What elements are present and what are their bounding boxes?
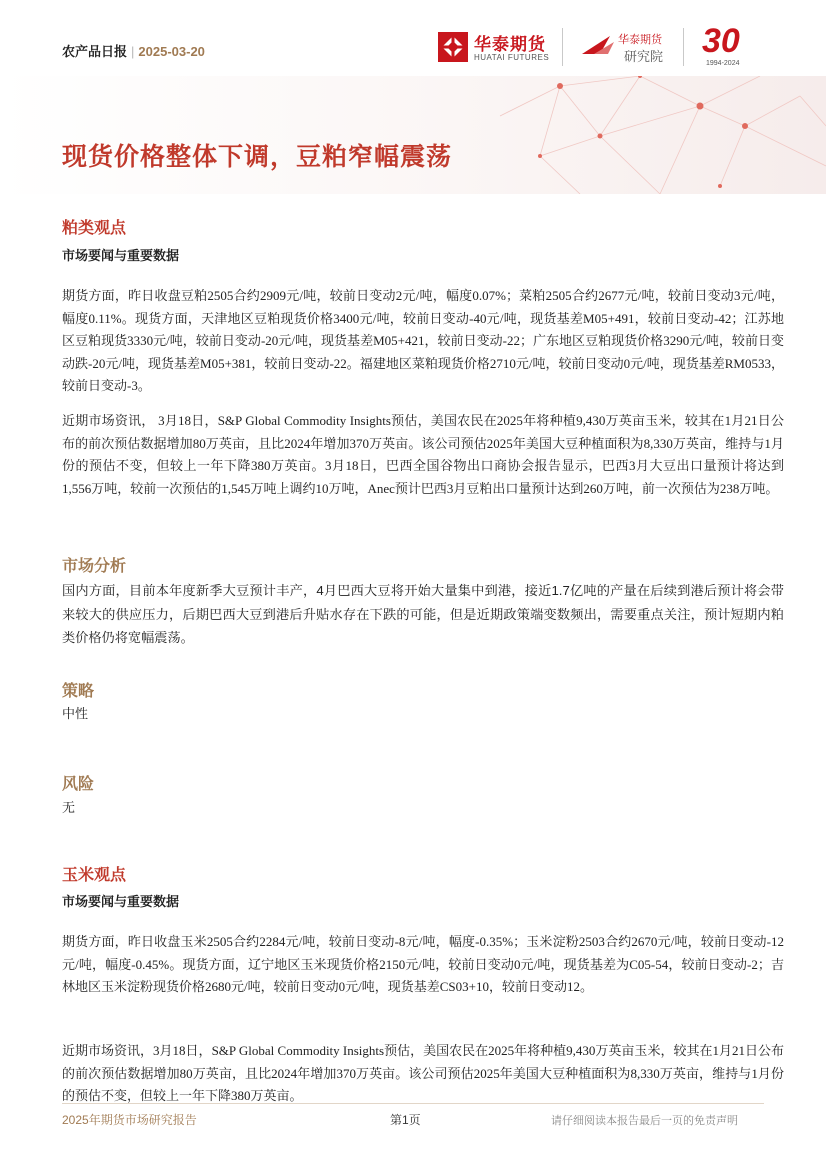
meal-news-heading: 市场要闻与重要数据 [62,248,180,263]
footer-report-name: 2025年期货市场研究报告 [62,1113,197,1127]
page-number: 第1页 [390,1113,421,1127]
page-title: 现货价格整体下调，豆粕窄幅震荡 [62,143,453,171]
corn-futures-paragraph: 期货方面，昨日收盘玉米2505合约2284元/吨，较前日变动-8元/吨，幅度-0.35%；玉米淀粉2503合约2670元/吨，较前日变动-12元/吨，幅度-0.45%。现货方面，辽宁地区玉米现货价格2150元/吨，较前日变动0元/吨，现货基差为C05-54，较前日变动-2；吉林地区玉米淀粉现货价格2680元/吨，较前日变动0元/吨，现货基差CS03+10，较前日变动12。 [62,934,784,994]
corn-section-title: 玉米观点 [62,867,127,884]
logo-divider [562,28,563,66]
meal-section-title: 粕类观点 [62,220,127,237]
anniversary-logo [694,22,756,70]
huatai-logo-cn: 华泰期货 [474,35,546,54]
anniversary-years: 1994-2024 [706,60,740,67]
meal-analysis-title: 市场分析 [62,558,127,575]
corn-news-heading: 市场要闻与重要数据 [62,894,180,909]
meal-risk-title: 风险 [62,776,95,793]
institute-name-line1: 华泰期货 [618,34,662,46]
meal-strategy-value: 中性 [62,706,89,721]
institute-logo-icon [580,32,616,60]
banner-background [0,76,826,194]
report-date: 2025-03-20 [138,44,205,59]
huatai-logo-en: HUATAI FUTURES [474,53,550,62]
huatai-logo-icon [438,32,468,62]
meal-strategy-title: 策略 [62,683,95,700]
institute-name-line2: 研究院 [624,49,664,64]
meal-futures-paragraph: 期货方面，昨日收盘豆粕2505合约2909元/吨，较前日变动2元/吨，幅度0.07%；菜粕2505合约2677元/吨，较前日变动3元/吨，幅度0.11%。现货方面，天津地区豆粕现货价格3400元/吨，较前日变动-40元/吨，现货基差M05+491，较前日变动-42；江苏地区豆粕现货3330元/吨，较前日变动-20元/吨，现货基差M05+421，较前日变动-22；广东地区豆粕现货价格3290元/吨，较前日变动跌-20元/吨，现货基差M05+381，较前日变动-22。福建地区菜粕现货价格2710元/吨，较前日变动0元/吨，现货基差RM0533，较前日变动-3。 [62,288,784,393]
meal-risk-value: 无 [62,800,76,815]
footer-divider [62,1103,764,1104]
corn-news-paragraph: 近期市场资讯，3月18日，S&P Global Commodity Insights预估，美国农民在2025年将种植9,430万英亩玉米，较其在1月21日公布的前次预估数据增加80万英亩，且比2024年增加370万英亩。该公司预估2025年美国大豆种植面积为8,330万英亩，维持与1月份的预估不变，但较上一年下降380万英亩。 [62,1043,784,1103]
meal-analysis-paragraph: 国内方面，目前本年度新季大豆预计丰产，4月巴西大豆将开始大量集中到港，接近1.7亿吨的产量在后续到港后预计将会带来较大的供应压力，后期巴西大豆到港后升贴水存在下跌的可能，但是近期政策端变数频出，需要重点关注，预计短期内粕类价格仍将宽幅震荡。 [62,583,784,645]
doc-type-label [62,41,205,60]
doc-type-text: 农产品日报 [62,44,128,59]
meal-news-paragraph: 近期市场资讯， 3月18日，S&P Global Commodity Insights预估，美国农民在2025年将种植9,430万英亩玉米，较其在1月21日公布的前次预估数据增加80万英亩，且比2024年增加370万英亩。该公司预估2025年美国大豆种植面积为8,330万英亩，维持与1月份的预估不变，但较上一年下降380万英亩。3月18日，巴西全国谷物出口商协会报告显示，巴西3月大豆出口量预计将达到1,556万吨，较前一次预估的1,545万吨上调约10万吨，Anec预计巴西3月豆粕出口量预计达到260万吨，前一次预估为238万吨。 [62,413,784,496]
anniversary-number: 30 [702,22,740,60]
footer-disclaimer: 请仔细阅读本报告最后一页的免责声明 [551,1115,738,1127]
anniversary-divider [683,28,684,66]
header-separator: | [131,44,135,59]
